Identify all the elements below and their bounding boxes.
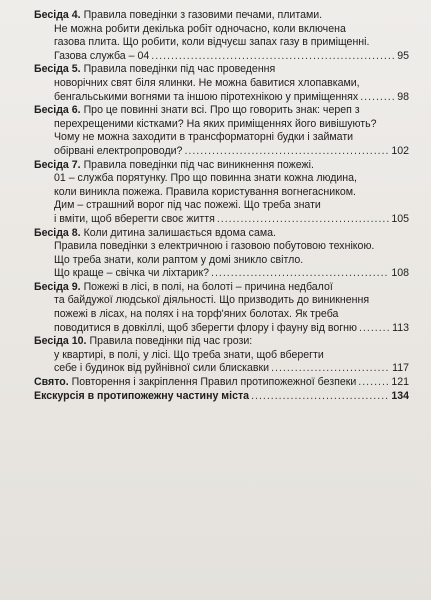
holiday-label: Свято. (34, 376, 69, 389)
entry-text-line: коли виникла пожежа. Правила користування вогнегасником. (54, 185, 356, 198)
dot-leader (184, 145, 389, 159)
toc-entry-excursion (34, 390, 409, 404)
entry-last-line (34, 145, 409, 159)
entry-last-line (34, 213, 409, 227)
dot-leader (151, 50, 395, 64)
toc-entry (34, 281, 409, 335)
entry-last-text: бенгальськими вогнями та іншою піротехнікою у приміщеннях (54, 90, 359, 103)
toc-entry-holiday (34, 376, 409, 390)
entry-text-line: Дим – страшний ворог під час пожежі. Що треба знати (54, 199, 321, 212)
toc-entry (34, 63, 409, 104)
entry-text-line: у квартирі, в полі, у лісі. Що треба знати, щоб вберегти (54, 348, 324, 361)
entry-title: Пожежі в лісі, в полі, на болоті – причина недбалої (83, 280, 333, 293)
page-number: 117 (392, 362, 409, 375)
entry-last-text: Газова служба – 04 (54, 49, 150, 62)
entry-last-text: обірвані електропроводи? (54, 144, 183, 157)
page-number: 121 (391, 376, 409, 389)
entry-last-line (34, 267, 409, 281)
page-number: 134 (391, 389, 409, 402)
entry-title: Правила поведінки з газовими печами, плитами. (83, 9, 323, 21)
toc-entry (34, 227, 409, 281)
page-number: 95 (397, 49, 409, 62)
entry-first-line (34, 335, 409, 349)
page-number: 105 (391, 212, 409, 225)
entry-label: Бесіда 7. (34, 158, 81, 171)
holiday-title: Повторення і закріплення Правил протипожежної безпеки (71, 376, 357, 389)
entry-text-line: 01 – служба порятунку. Про що повинна знати кожна людина, (54, 172, 357, 185)
dot-leader (271, 362, 390, 376)
entry-last-line (34, 322, 409, 336)
entry-text-line: Що треба знати, коли раптом у домі зникло світло. (54, 253, 304, 266)
toc-entry (34, 159, 409, 227)
entry-text-line: пожежі в лісах, на полях і на торф'яних болотах. Як треба (54, 308, 339, 321)
entry-title: Правила поведінки під час виникнення пожежі. (83, 158, 314, 171)
dot-leader (358, 376, 389, 390)
entry-title: Правила поведінки під час грози: (89, 335, 253, 348)
toc-entry (34, 335, 409, 376)
entry-title: Про це повинні знати всі. Про що говорить знак: череп з (83, 104, 360, 117)
entry-last-text: себе і будинок від руйнівної сили блискавки (54, 362, 270, 375)
page-number: 102 (391, 144, 409, 157)
entry-text-line: Правила поведінки з електричною і газовою побутовою технікою. (54, 240, 375, 253)
page-number: 108 (391, 267, 409, 280)
entry-last-text: Що краще – свічка чи ліхтарик? (54, 267, 210, 280)
toc-entry (34, 104, 409, 158)
dot-leader (217, 213, 390, 227)
holiday-text (34, 376, 356, 390)
entry-first-line (34, 104, 409, 118)
entry-last-line (34, 91, 409, 105)
entry-last-text: поводитися в довкіллі, щоб зберегти флору і фауну від вогню (54, 321, 357, 334)
entry-text-line: Не можна робити декілька робіт одночасно, коли включена (54, 22, 346, 35)
entry-last-text: і вміти, щоб вберегти своє життя (54, 212, 215, 225)
page-number: 113 (392, 321, 409, 334)
entry-last-line (34, 50, 409, 64)
entry-first-line (34, 281, 409, 295)
entry-title: Правила поведінки під час проведення (83, 63, 276, 76)
entry-text-line: перехрещеними кістками? На яких приміщеннях його вивішують? (54, 117, 377, 130)
toc-entry (34, 9, 409, 63)
entry-label: Бесіда 9. (34, 280, 81, 293)
entry-text-line: та байдужої людської діяльності. Що призводить до виникнення (54, 294, 370, 307)
entry-label: Бесіда 4. (34, 9, 81, 21)
entry-label: Бесіда 5. (34, 63, 81, 76)
table-of-contents (34, 9, 409, 403)
page-number: 98 (397, 90, 409, 103)
entry-text-line: новорічних свят біля ялинки. Не можна бавитися хлопавками, (54, 76, 360, 89)
entry-last-line (34, 362, 409, 376)
entry-label: Бесіда 6. (34, 104, 81, 117)
entry-first-line (34, 159, 409, 173)
entry-title: Коли дитина залишається вдома сама. (83, 226, 276, 239)
entry-text-line: газова плита. Що робити, коли відчуєш запах газу в приміщенні. (54, 36, 370, 49)
dot-leader (211, 267, 389, 281)
entry-first-line (34, 227, 409, 241)
dot-leader (251, 390, 389, 404)
entry-label: Бесіда 10. (34, 335, 87, 348)
dot-leader (359, 322, 390, 336)
entry-text-line: Чому не можна заходити в трансформаторні будки і займати (54, 131, 354, 144)
entry-first-line (34, 63, 409, 77)
dot-leader (360, 91, 395, 105)
entry-first-line (34, 9, 409, 23)
excursion-title: Екскурсія в протипожежну частину міста (34, 389, 250, 402)
entry-label: Бесіда 8. (34, 226, 81, 239)
